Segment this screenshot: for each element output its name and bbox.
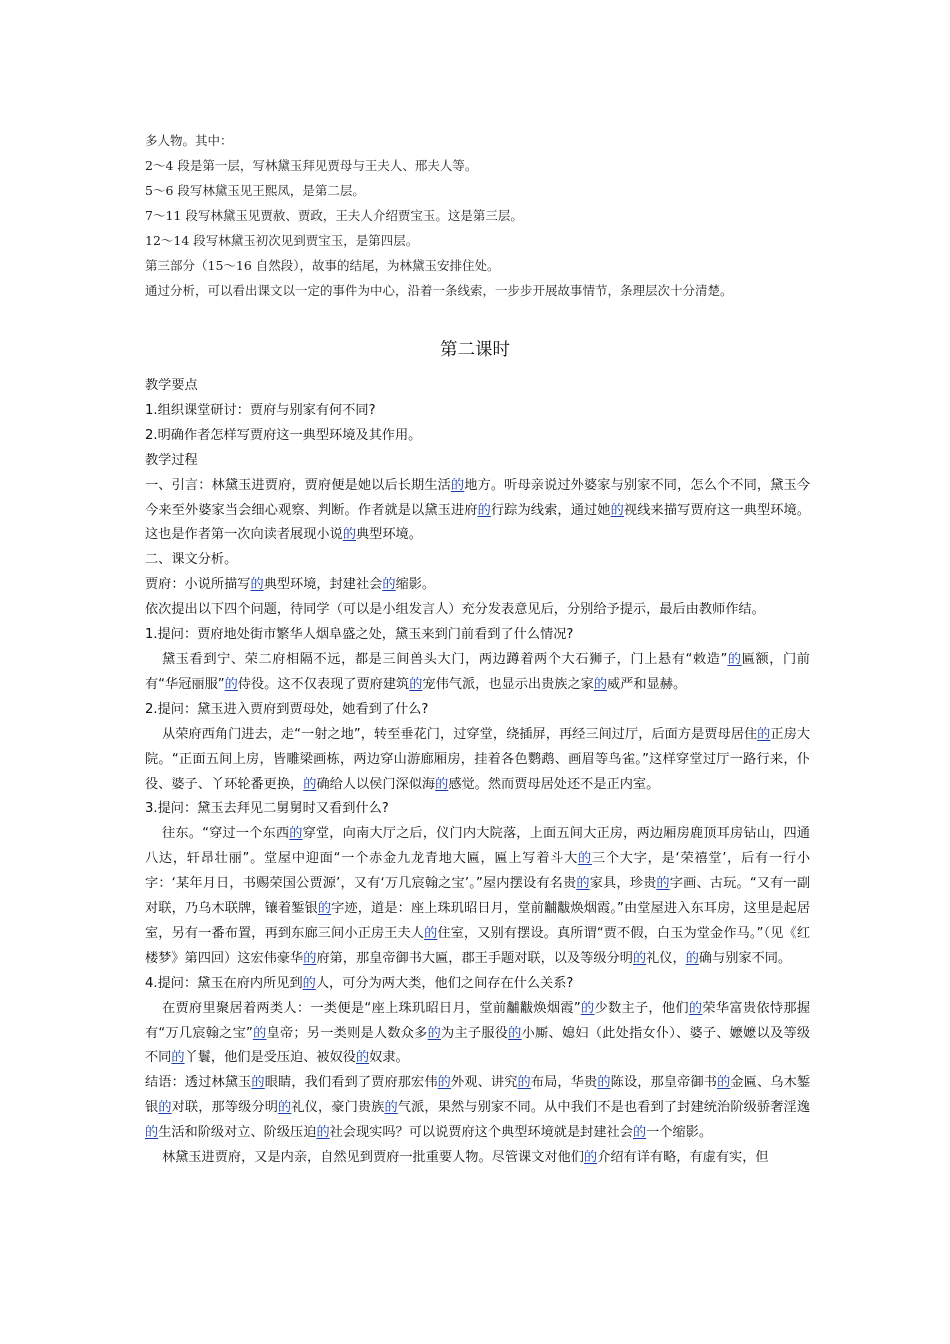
hyperlink-de[interactable]: 的 <box>424 925 438 941</box>
text-segment: 小厮、媳妇（此处指女仆）、婆子、嬷嬷以及等级不同 <box>145 1025 811 1066</box>
text-segment: 典型环境。 <box>356 527 422 543</box>
text-segment: 依次提出以下四个问题，待同学（可以是小组发言人）充分发表意见后，分别给予提示，最后由教师作结。 <box>145 602 765 618</box>
hyperlink-de[interactable]: 的 <box>316 1125 330 1141</box>
text-segment: 为主子服役 <box>441 1025 509 1041</box>
body-paragraph <box>145 997 810 1072</box>
text-segment: 住室，又别有摆设。真所谓“贾不假，白玉为堂金作马。”（见《红楼梦》第四回）这宏伟豪华 <box>145 925 811 966</box>
hyperlink-de[interactable]: 的 <box>757 726 771 742</box>
text-segment: 字迹，道是：座上珠玑昭日月，堂前黼黻焕烟霞。”由堂屋进入东耳房，这里是起居室，另有一番布置，再到东廊三间小正房王夫人 <box>145 901 811 941</box>
hyperlink-de[interactable]: 的 <box>303 776 317 792</box>
text-segment: 介绍有详有略，有虚有实，但 <box>597 1150 769 1166</box>
text-segment: 确给人以侯门深似海 <box>316 776 436 792</box>
text-segment: 布局，华贵 <box>530 1075 598 1091</box>
text-segment: 礼仪， <box>646 950 686 966</box>
summary-line: 通过分析，可以看出课文以一定的事件为中心，沿着一条线索，一步步开展故事情节，条理层次十分清楚。 <box>145 283 733 298</box>
text-segment: 家具，珍贵 <box>589 876 657 892</box>
text-segment: 从荣府西角门进去，走“一射之地”，转至垂花门，过穿堂，绕插屏，再经三间过厅，后面方是贾母居住 <box>162 726 758 742</box>
hyperlink-de[interactable]: 的 <box>593 676 608 692</box>
part-structure-summary <box>145 128 815 303</box>
hyperlink-de[interactable]: 的 <box>251 1075 265 1091</box>
body-paragraph <box>145 797 810 822</box>
hyperlink-de[interactable]: 的 <box>252 1025 267 1041</box>
text-segment: 字画、古玩。“又有一副对联，乃乌木联牌，镶着錾银 <box>145 876 811 917</box>
text-segment: 缩影。 <box>395 577 436 593</box>
hyperlink-de[interactable]: 的 <box>576 876 590 892</box>
hyperlink-de[interactable]: 的 <box>717 1075 731 1091</box>
text-segment: 典型环境，封建社会 <box>263 577 383 593</box>
hyperlink-de[interactable]: 的 <box>145 1125 159 1141</box>
text-segment: 荣华富贵依恃那握有“万几宸翰之宝” <box>145 1000 811 1041</box>
text-segment: 1.提问：贾府地处街市繁华人烟阜盛之处，黛玉来到门前看到了什么情况? <box>145 627 574 643</box>
lesson-body <box>145 374 810 1171</box>
text-segment: 教学过程 <box>145 452 198 468</box>
body-paragraph <box>145 399 810 424</box>
hyperlink-de[interactable]: 的 <box>384 1100 398 1116</box>
text-segment: 一个缩影。 <box>646 1125 713 1141</box>
hyperlink-de[interactable]: 的 <box>685 950 699 966</box>
body-paragraph <box>145 573 810 598</box>
body-paragraph <box>145 822 810 971</box>
hyperlink-de[interactable]: 的 <box>250 577 264 593</box>
hyperlink-de[interactable]: 的 <box>158 1100 172 1116</box>
body-paragraph <box>145 474 810 549</box>
body-paragraph <box>145 598 810 623</box>
hyperlink-de[interactable]: 的 <box>382 577 396 593</box>
text-segment: 二、课文分析。 <box>145 552 238 568</box>
hyperlink-de[interactable]: 的 <box>632 1125 647 1141</box>
text-segment: 正房大院。“正面五间上房，皆雕梁画栋，两边穿山游廊厢房，挂着各色鹦鹉、画眉等鸟雀。”这样穿堂过厅一路行来，仆役、婆子、丫环轮番更换， <box>145 726 811 792</box>
text-segment: 行踪为线索，通过她 <box>490 502 611 518</box>
text-segment: 三个大字，是‘荣禧堂’，后有一行小字：‘某年月日，书赐荣国公贾源’，又有‘万几宸翰之宝’。”屋内摆设有名贵 <box>145 851 811 892</box>
text-segment: 陈设，那皇帝御书 <box>610 1075 718 1091</box>
lesson-title: 第二课时 <box>440 340 510 360</box>
text-segment: 感觉。然而贾母居处还不是正内室。 <box>448 776 660 792</box>
hyperlink-de[interactable]: 的 <box>437 1075 451 1091</box>
hyperlink-de[interactable]: 的 <box>435 776 449 792</box>
text-segment: 侍役。这不仅表现了贾府建筑 <box>237 676 410 692</box>
hyperlink-de[interactable]: 的 <box>303 950 317 966</box>
hyperlink-de[interactable]: 的 <box>409 676 423 692</box>
body-paragraph <box>145 698 810 723</box>
hyperlink-de[interactable]: 的 <box>342 527 356 543</box>
text-segment: 在贾府里聚居着两类人：一类便是“座上珠玑昭日月，堂前黼黻焕烟霞” <box>162 1000 581 1016</box>
body-paragraph <box>145 723 810 798</box>
text-segment: 气派，果然与别家不同。从中我们不是也看到了封建统治阶级骄奢淫逸 <box>397 1100 811 1116</box>
text-segment: 1.组织课堂研讨：贾府与别家有何不同? <box>145 402 376 418</box>
hyperlink-de[interactable]: 的 <box>224 676 238 692</box>
hyperlink-de[interactable]: 的 <box>578 851 592 867</box>
text-segment: 少数主子，他们 <box>594 1000 689 1016</box>
text-segment: 奴隶。 <box>369 1050 409 1066</box>
hyperlink-de[interactable]: 的 <box>317 901 332 917</box>
hyperlink-de[interactable]: 的 <box>477 502 491 518</box>
hyperlink-de[interactable]: 的 <box>610 502 624 518</box>
text-segment: 地方。听母亲说过外婆家与别家不同，怎么个不同，黛玉今今来至外婆家当会细心观察、判断。作者就是以黛玉进府 <box>145 477 811 518</box>
summary-line: 2～4 段是第一层，写林黛玉拜见贾母与王夫人、邢夫人等。 <box>145 158 478 173</box>
hyperlink-de[interactable]: 的 <box>632 950 647 966</box>
hyperlink-de[interactable]: 的 <box>656 876 670 892</box>
text-segment: 4.提问：黛玉在府内所见到 <box>145 975 303 991</box>
body-paragraph <box>145 1146 810 1171</box>
text-segment: 贾府：小说所描写 <box>145 577 251 593</box>
hyperlink-de[interactable]: 的 <box>727 651 742 667</box>
text-segment: 一、引言：林黛玉进贾府，贾府便是她以后长期生活 <box>145 477 451 493</box>
text-segment: 社会现实吗？可以说贾府这个典型环境就是封建社会 <box>329 1125 633 1141</box>
text-segment: 穿堂，向南大厅之后，仪门内大院落，上面五间大正房，两边厢房鹿顶耳房钻山，四通八达，轩昂壮丽”。堂屋中迎面“一个赤金九龙青地大匾，匾上写着斗大 <box>145 826 810 867</box>
summary-line: 12～14 段写林黛玉初次见到贾宝玉，是第四层。 <box>145 233 419 248</box>
text-segment: 教学要点 <box>145 378 198 393</box>
text-segment: 宠伟气派，也显示出贵族之家 <box>422 676 594 692</box>
text-segment: 生活和阶级对立、阶级压迫 <box>158 1125 317 1141</box>
text-segment: 2.提问：黛玉进入贾府到贾母处，她看到了什么? <box>145 701 429 717</box>
body-paragraph <box>145 648 810 698</box>
text-segment: 往东。“穿过一个东西 <box>162 826 290 842</box>
text-segment: 匾额，门前有“华冠丽服” <box>145 651 810 692</box>
body-paragraph <box>145 623 810 648</box>
hyperlink-de[interactable]: 的 <box>517 1075 531 1091</box>
hyperlink-de[interactable]: 的 <box>278 1100 292 1116</box>
hyperlink-de[interactable]: 的 <box>688 1000 703 1016</box>
hyperlink-de[interactable]: 的 <box>302 975 316 991</box>
summary-line: 7～11 段写林黛玉见贾赦、贾政，王夫人介绍贾宝玉。这是第三层。 <box>145 208 523 223</box>
text-segment: 黛玉看到宁、荣二府相隔不远，都是三间兽头大门，两边蹲着两个大石狮子，门上悬有“敕造” <box>162 651 728 667</box>
text-segment: 林黛玉进贾府，又是内亲，自然见到贾府一批重要人物。尽管课文对他们 <box>162 1150 584 1166</box>
hyperlink-de[interactable]: 的 <box>597 1075 611 1091</box>
hyperlink-de[interactable]: 的 <box>584 1150 598 1166</box>
text-segment: 威严和显赫。 <box>607 676 687 692</box>
hyperlink-de[interactable]: 的 <box>171 1050 185 1066</box>
body-paragraph <box>145 374 810 399</box>
hyperlink-de[interactable]: 的 <box>450 477 465 493</box>
text-segment: 丫鬟，他们是受压迫、被奴役 <box>184 1050 356 1066</box>
body-paragraph <box>145 424 810 449</box>
text-segment: 府第，那皇帝御书大匾，郡王手题对联，以及等级分明 <box>316 950 633 966</box>
text-segment: 2.明确作者怎样写贾府这一典型环境及其作用。 <box>145 427 422 443</box>
text-segment: 人，可分为两大类，他们之间存在什么关系? <box>315 975 574 991</box>
body-paragraph <box>145 548 810 573</box>
body-paragraph <box>145 972 810 997</box>
text-segment: 结语：透过林黛玉 <box>145 1075 252 1091</box>
text-segment: 对联，那等级分明 <box>171 1100 279 1116</box>
summary-line: 多人物。其中： <box>145 133 233 148</box>
text-segment: 视线来描写贾府这一典型环境。这也是作者第一次向读者展现小说 <box>145 502 811 543</box>
hyperlink-de[interactable]: 的 <box>580 1000 595 1016</box>
summary-line: 5～6 段写林黛玉见王熙凤，是第二层。 <box>145 183 365 198</box>
hyperlink-de[interactable]: 的 <box>508 1025 522 1041</box>
hyperlink-de[interactable]: 的 <box>356 1050 370 1066</box>
text-segment: 确与别家不同。 <box>698 950 792 966</box>
summary-line: 第三部分（15～16 自然段），故事的结尾，为林黛玉安排住处。 <box>145 258 500 273</box>
hyperlink-de[interactable]: 的 <box>427 1025 442 1041</box>
text-segment: 皇帝；另一类则是人数众多 <box>266 1025 428 1041</box>
text-segment: 眼睛，我们看到了贾府那宏伟 <box>264 1075 438 1091</box>
body-paragraph <box>145 1071 810 1146</box>
text-segment: 外观、讲究 <box>450 1075 518 1091</box>
text-segment: 礼仪，豪门贵族 <box>291 1100 385 1116</box>
body-paragraph <box>145 449 810 474</box>
hyperlink-de[interactable]: 的 <box>289 826 303 842</box>
text-segment: 金匾、乌木錾银 <box>145 1075 811 1116</box>
text-segment: 3.提问：黛玉去拜见二舅舅时又看到什么? <box>145 801 389 817</box>
